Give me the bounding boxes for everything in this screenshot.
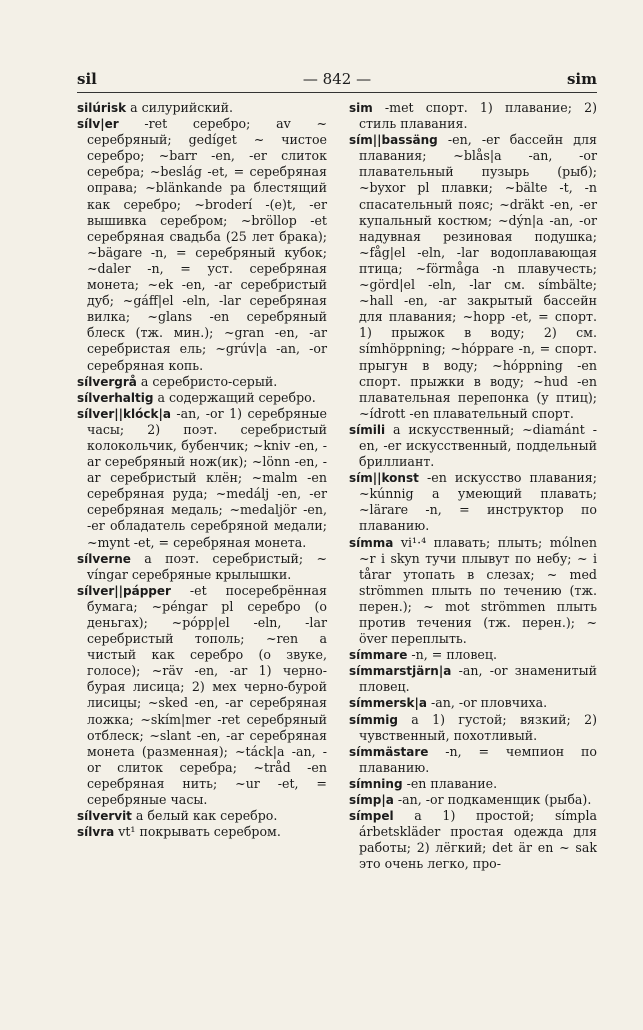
right-column — [349, 100, 597, 873]
entry-headword: símpel — [349, 809, 394, 824]
entry-body: a силурийский. — [126, 100, 234, 115]
dictionary-entry — [349, 470, 597, 534]
entry-headword: sílverne — [77, 551, 131, 566]
entry-headword: sílv|er — [77, 117, 119, 132]
entry-headword: silúrisk — [77, 101, 127, 115]
dictionary-entry — [77, 100, 327, 116]
entry-body: -an, -or пловчиха. — [426, 695, 548, 711]
entry-headword: sím||bassäng — [349, 133, 438, 148]
dictionary-entry — [77, 824, 327, 840]
entry-body: -ret серебро; av ~ серебряный; gedíget ~ чистое серебро; ~barr -en, -er слиток серебра; ~beslág -et, = серебряная оправа; ~blänkande pa блестящий как серебро; ~broderí -(e)t, -er вышивка серебром; ~bröllop -et серебряная свадьба (25 лет брака); ~bägare -n, = серебряный кубок; ~daler -n, = уст. серебряная монета; ~ek -en, -ar серебристый дуб; ~gáff|el -eln, -lar серебряная вилка; ~glans -en серебряный блеск (тж. мин.); ~gran -en, -ar серебристая ель; ~grúv|a -an, -or серебряная копь. — [87, 116, 327, 373]
entry-body: vt¹ покрывать серебром. — [114, 824, 281, 840]
entry-headword: sílvergrå — [77, 374, 137, 389]
entry-body: a поэт. серебристый; ~ víngar серебряные крылышки. — [87, 550, 327, 582]
entry-headword: sím||konst — [349, 471, 419, 486]
dictionary-entry — [77, 116, 327, 374]
entry-headword: sim — [349, 101, 373, 115]
entry-body: -en искусство плавания; ~kúnnig a умеющий плавать; ~lärare -n, = инструктор по плаванию. — [359, 470, 597, 534]
entry-headword: sílverhaltig — [77, 390, 154, 405]
entry-headword: símmig — [349, 712, 398, 727]
entry-headword: sílver||klóck|a — [77, 406, 171, 421]
entry-body: -met спорт. 1) плавание; 2) стиль плавания. — [359, 100, 597, 132]
dictionary-entry — [349, 744, 597, 776]
dictionary-entry — [77, 551, 327, 583]
entry-body: -en, -er бассейн для плавания; ~blås|a -an, -or плавательный пузырь (рыб); ~byxor pl плавки; ~bälte -t, -n спасательный пояс; ~dräkt -en, -er купальный костюм; ~dýn|a -an, -or надувная резиновая подушка; ~fåg|el -eln, -lar водоплавающая птица; ~förmåga -n плавучесть; ~görd|el -eln, -lar см. símbälte; ~hall -en, -ar закрытый бассейн для плавания; ~hopp -et, = спорт. 1) прыжок в воду; 2) см. símhöppning; ~hóppare -n, = спорт. прыгун в воду; ~hóppning -en спорт. прыжки в воду; ~hud -en плавательная перепонка (у птиц); ~ídrott -en плавательный спорт. — [359, 132, 597, 421]
entry-body: a содержащий серебро. — [153, 389, 316, 405]
dictionary-entry — [77, 583, 327, 808]
entry-body: -et посеребрённая бумага; ~péngar pl серебро (о деньгах); ~pópp|el -eln, -lar серебристый тополь; ~ren a чистый как серебро (о звуке, голосе); ~räv -en, -ar 1) черно-бурая лисица; 2) мех черно-бурой лисицы; ~sked -en, -ar серебряная ложка; ~skím|mer -ret серебряный отблеск; ~slant -en, -ar серебряная монета (разменная); ~táck|a -an, -or слиток серебра; ~tråd -en серебряная нить; ~ur -et, = серебряные часы. — [87, 582, 327, 808]
entry-body: a 1) простой; símpla árbetskläder простая одежда для работы; 2) лёгкий; det är en ~ sak это очень легко, про- — [359, 808, 597, 872]
right-guide-word: sim — [566, 70, 597, 88]
dictionary-entry — [349, 535, 597, 648]
entry-body: vi¹·⁴ плавать; плыть; mólnen ~r i skyn тучи плывут по небу; ~ i tårar утопать в слезах; ~ med strömmen плыть по течению (тж. перен.); ~ mot strömmen плыть против течения (тж. перен.); ~ över переплыть. — [359, 534, 597, 647]
entry-headword: símmersk|a — [349, 696, 427, 711]
dictionary-entry — [349, 695, 597, 711]
dictionary-entry — [349, 712, 597, 744]
dictionary-entry — [349, 808, 597, 872]
entry-headword: símmare — [349, 648, 408, 663]
page-number: — 842 — — [302, 70, 372, 88]
entry-body: -n, = чемпион по плаванию. — [359, 743, 597, 775]
entry-body: a искусственный; ~diamánt -en, -er искусственный, поддельный бриллиант. — [359, 421, 597, 470]
dictionary-entry — [349, 776, 597, 792]
entry-headword: símning — [349, 776, 403, 791]
dictionary-entry — [349, 792, 597, 808]
entry-body: a белый как серебро. — [131, 808, 278, 824]
dictionary-entry — [77, 808, 327, 824]
dictionary-entry — [349, 100, 597, 132]
entry-body: -an, -or знаменитый пловец. — [359, 663, 597, 695]
dictionary-entry — [77, 406, 327, 551]
entry-body: -an, -or 1) серебряные часы; 2) поэт. серебристый колокольчик, бубенчик; ~kniv -en, -ar серебряный нож(ик); ~lönn -en, -ar серебристый клён; ~malm -en серебряная руда; ~medálj -en, -er серебряная медаль; ~medaljör -en, -er обладатель серебряной медали; ~mynt -et, = серебряная монета. — [87, 405, 327, 550]
dictionary-entry — [349, 647, 597, 663]
entry-headword: símma — [349, 535, 394, 550]
entry-headword: símmästare — [349, 744, 429, 759]
left-guide-word: sil — [77, 70, 97, 88]
entry-headword: símili — [349, 422, 386, 437]
entry-headword: sílvervit — [77, 809, 132, 824]
entry-headword: sílvra — [77, 825, 115, 840]
entry-body: a 1) густой; вязкий; 2) чувственный, похотливый. — [359, 711, 597, 743]
dictionary-entry — [349, 132, 597, 422]
entry-headword: sílver||pápper — [77, 583, 171, 598]
entry-body: -an, -or подкаменщик (рыба). — [393, 792, 592, 808]
dictionary-entry — [77, 374, 327, 390]
entry-body: -en плавание. — [402, 775, 498, 791]
entry-headword: símmarstjärn|a — [349, 664, 452, 679]
dictionary-entry — [349, 663, 597, 695]
left-column — [77, 100, 327, 840]
dictionary-entry — [349, 422, 597, 470]
page-header — [77, 68, 597, 93]
entry-body: a серебристо-серый. — [136, 373, 278, 389]
entry-body: -n, = пловец. — [407, 647, 497, 663]
dictionary-entry — [77, 390, 327, 406]
entry-headword: símp|a — [349, 793, 394, 808]
